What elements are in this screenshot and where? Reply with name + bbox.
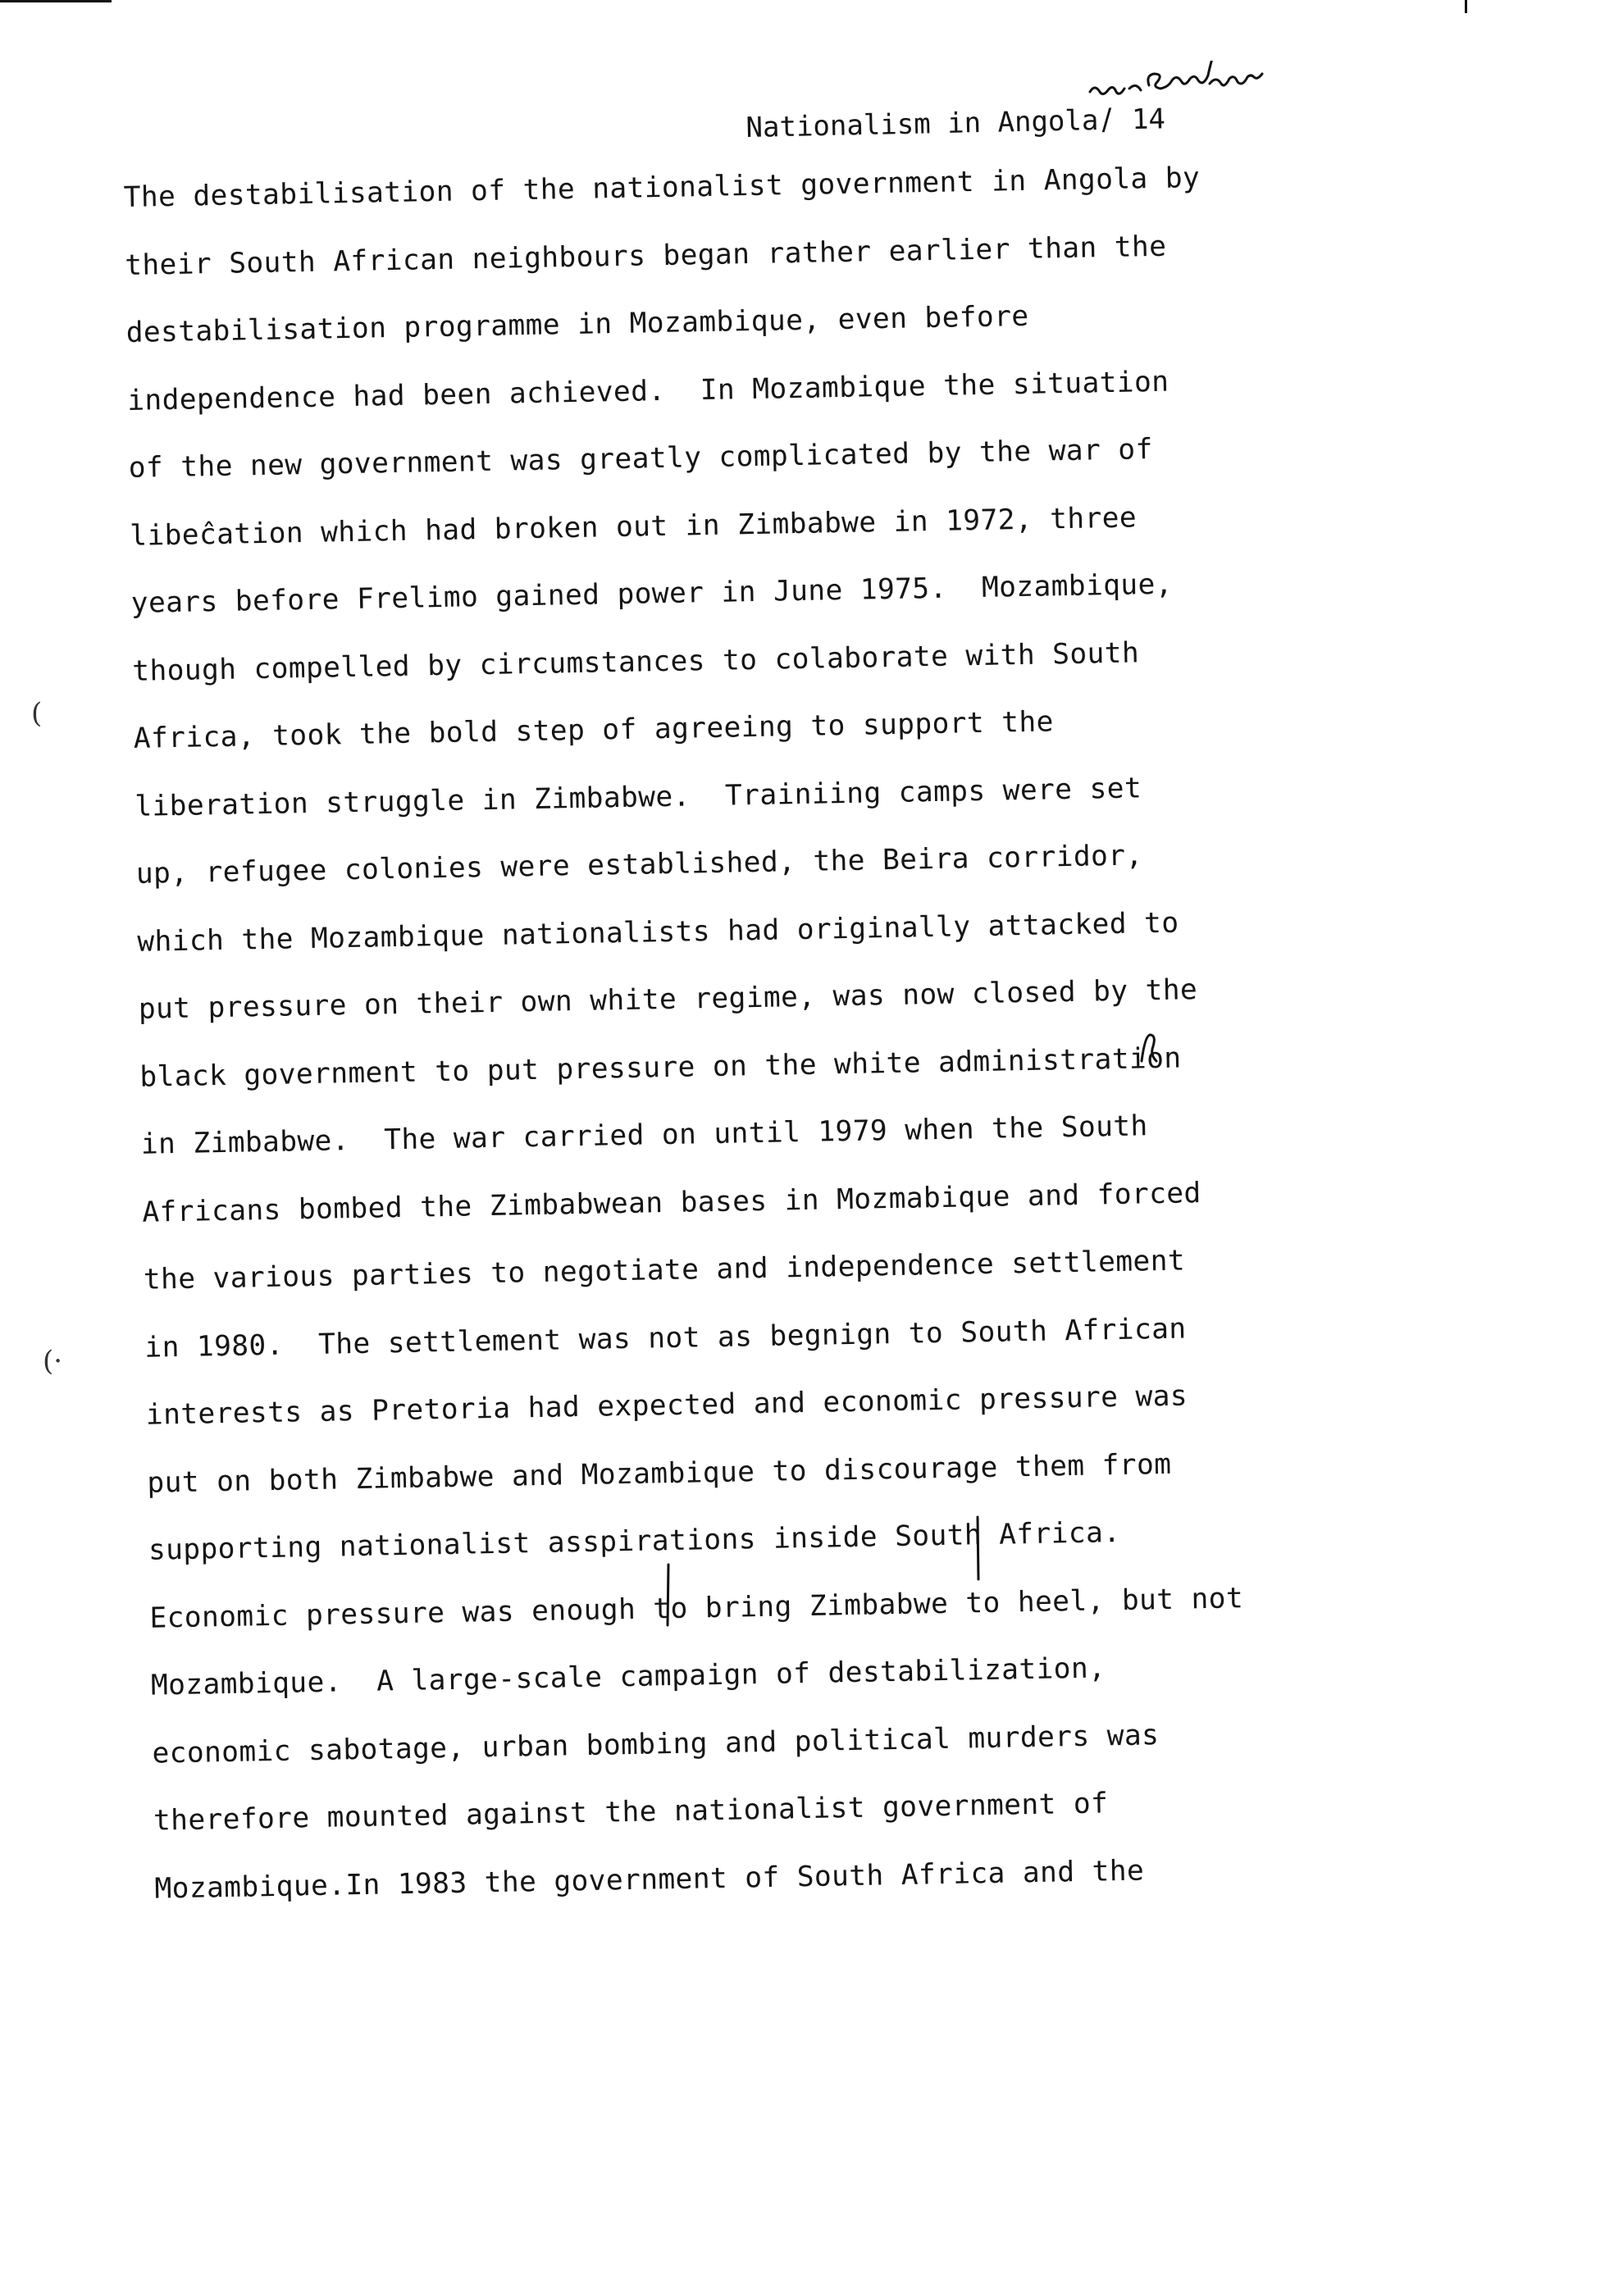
- handwritten-caret-mark: [973, 1515, 984, 1581]
- scan-edge-rule: [0, 0, 112, 2]
- text-line: libeĉation which had broken out in Zimbabwe in 1972, three: [129, 500, 1138, 553]
- text-line: in 1980. The settlement was not as begnign to South African: [144, 1311, 1187, 1364]
- text-line: put pressure on their own white regime, was now closed by the: [138, 973, 1198, 1026]
- text-line: of the new government was greatly complicated by the war of: [128, 433, 1154, 485]
- text-line: up, refugee colonies were established, the Beira corridor,: [135, 839, 1143, 891]
- header-slash: /: [1101, 102, 1112, 137]
- text-line: interests as Pretoria had expected and economic pressure was: [145, 1379, 1188, 1432]
- text-line: the various parties to negotiate and independence settlement: [143, 1244, 1186, 1296]
- text-line: destabilisation programme in Mozambique, even before: [125, 299, 1029, 349]
- margin-mark: (: [31, 697, 43, 730]
- text-line: independence had been achieved. In Mozambique the situation: [126, 365, 1169, 417]
- text-line: put on both Zimbabwe and Mozambique to discourage them from: [147, 1447, 1172, 1500]
- text-line: liberation struggle in Zimbabwe. Trainiing camps were set: [134, 771, 1142, 823]
- header-page-number: 14: [1131, 102, 1166, 137]
- text-line: their South African neighbours began rather earlier than the: [124, 230, 1167, 282]
- text-line: Mozambique. A large-scale campaign of destabilization,: [150, 1651, 1106, 1702]
- text-line: Economic pressure was enough to bring Zimbabwe to heel, but not: [149, 1581, 1244, 1635]
- text-line: The destabilisation of the nationalist government in Angola by: [123, 161, 1201, 214]
- text-line: in Zimbabwe. The war carried on until 1979 when the South: [140, 1109, 1148, 1161]
- header-title: Nationalism in Angola: [745, 104, 1099, 144]
- margin-mark: (·: [43, 1345, 63, 1378]
- scan-edge-tick: [1465, 0, 1467, 13]
- text-line: supporting nationalist asspirations inside South Africa.: [148, 1515, 1121, 1567]
- handwritten-note-scribble: [1087, 61, 1292, 100]
- handwritten-correction-mark: [1138, 1032, 1158, 1064]
- text-line: Africa, took the bold step of agreeing to support the: [133, 705, 1055, 755]
- page-header: [745, 102, 1165, 144]
- text-line: economic sabotage, urban bombing and political murders was: [152, 1718, 1160, 1770]
- text-line: therefore mounted against the nationalist government of: [153, 1787, 1109, 1838]
- text-line: Mozambique.In 1983 the government of South Africa and the: [154, 1854, 1145, 1906]
- handwritten-insert-mark: [663, 1563, 674, 1627]
- body-text: [123, 140, 1434, 1922]
- text-line: which the Mozambique nationalists had originally attacked to: [137, 906, 1179, 959]
- text-line: black government to put pressure on the white administration: [139, 1041, 1182, 1094]
- text-line: though compelled by circumstances to colaborate with South: [131, 636, 1140, 688]
- text-line: years before Frelimo gained power in June 1975. Mozambique,: [130, 567, 1174, 620]
- text-line: Africans bombed the Zimbabwean bases in Mozmabique and forced: [142, 1176, 1202, 1229]
